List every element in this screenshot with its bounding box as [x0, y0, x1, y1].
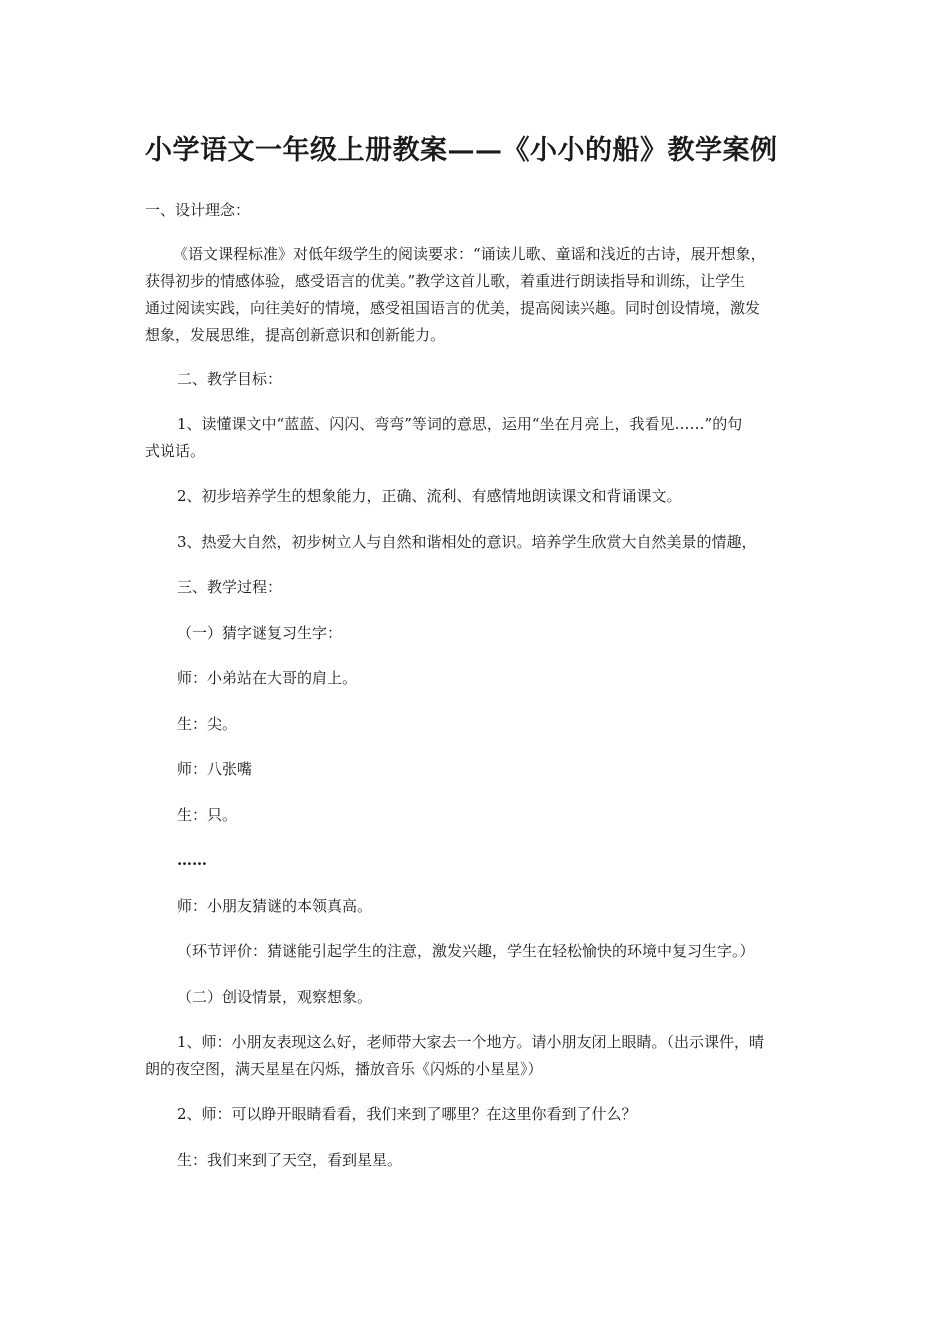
goal-item: 2、初步培养学生的想象能力，正确、流利、有感情地朗读课文和背诵课文。 — [177, 487, 682, 505]
section-heading-teaching-goals: 二、教学目标： — [177, 370, 283, 388]
dialog-line: 生：尖。 — [177, 715, 238, 733]
goal-item: 3、热爱大自然，初步树立人与自然和谐相处的意识。培养学生欣赏大自然美景的情趣， — [177, 533, 757, 551]
paragraph-line: 《语文课程标准》对低年级学生的阅读要求：“诵读儿歌、童谣和浅近的古诗，展开想象， — [173, 245, 766, 263]
paragraph-line: 生：我们来到了天空，看到星星。 — [177, 1151, 403, 1169]
goal-item-continued: 式说话。 — [145, 442, 206, 460]
ellipsis: …… — [177, 851, 207, 869]
goal-item: 1、读懂课文中“蓝蓝、闪闪、弯弯”等词的意思，运用“坐在月亮上，我看见……”的句 — [177, 415, 743, 433]
paragraph-line: 2、师：可以睁开眼睛看看，我们来到了哪里？在这里你看到了什么？ — [177, 1105, 637, 1123]
document-title: 小学语文一年级上册教案——《小小的船》教学案例 — [145, 135, 778, 166]
section-comment: （环节评价：猜谜能引起学生的注意，激发兴趣，学生在轻松愉快的环境中复习生字。） — [177, 942, 755, 960]
dialog-line: 师：小朋友猜谜的本领真高。 — [177, 897, 373, 915]
dialog-line: 师：小弟站在大哥的肩上。 — [177, 669, 358, 687]
dialog-line: 师：八张嘴 — [177, 760, 253, 778]
paragraph-line: 想象，发展思维，提高创新意识和创新能力。 — [145, 326, 446, 344]
section-heading-design-philosophy: 一、设计理念： — [145, 201, 251, 219]
paragraph-line: 获得初步的情感体验，感受语言的优美。”教学这首儿歌，着重进行朗读指导和训练，让学生 — [145, 272, 746, 290]
step-heading: （一）猜字谜复习生字： — [177, 624, 343, 642]
paragraph-line: 朗的夜空图，满天星星在闪烁，播放音乐《闪烁的小星星》） — [145, 1060, 543, 1078]
step-heading: （二）创设情景，观察想象。 — [177, 988, 373, 1006]
paragraph-line: 通过阅读实践，向往美好的情境，感受祖国语言的优美，提高阅读兴趣。同时创设情境，激发 — [145, 299, 761, 317]
dialog-line: 生：只。 — [177, 806, 238, 824]
paragraph-line: 1、师：小朋友表现这么好，老师带大家去一个地方。请小朋友闭上眼睛。（出示课件，晴 — [177, 1033, 765, 1051]
section-heading-teaching-process: 三、教学过程： — [177, 578, 283, 596]
